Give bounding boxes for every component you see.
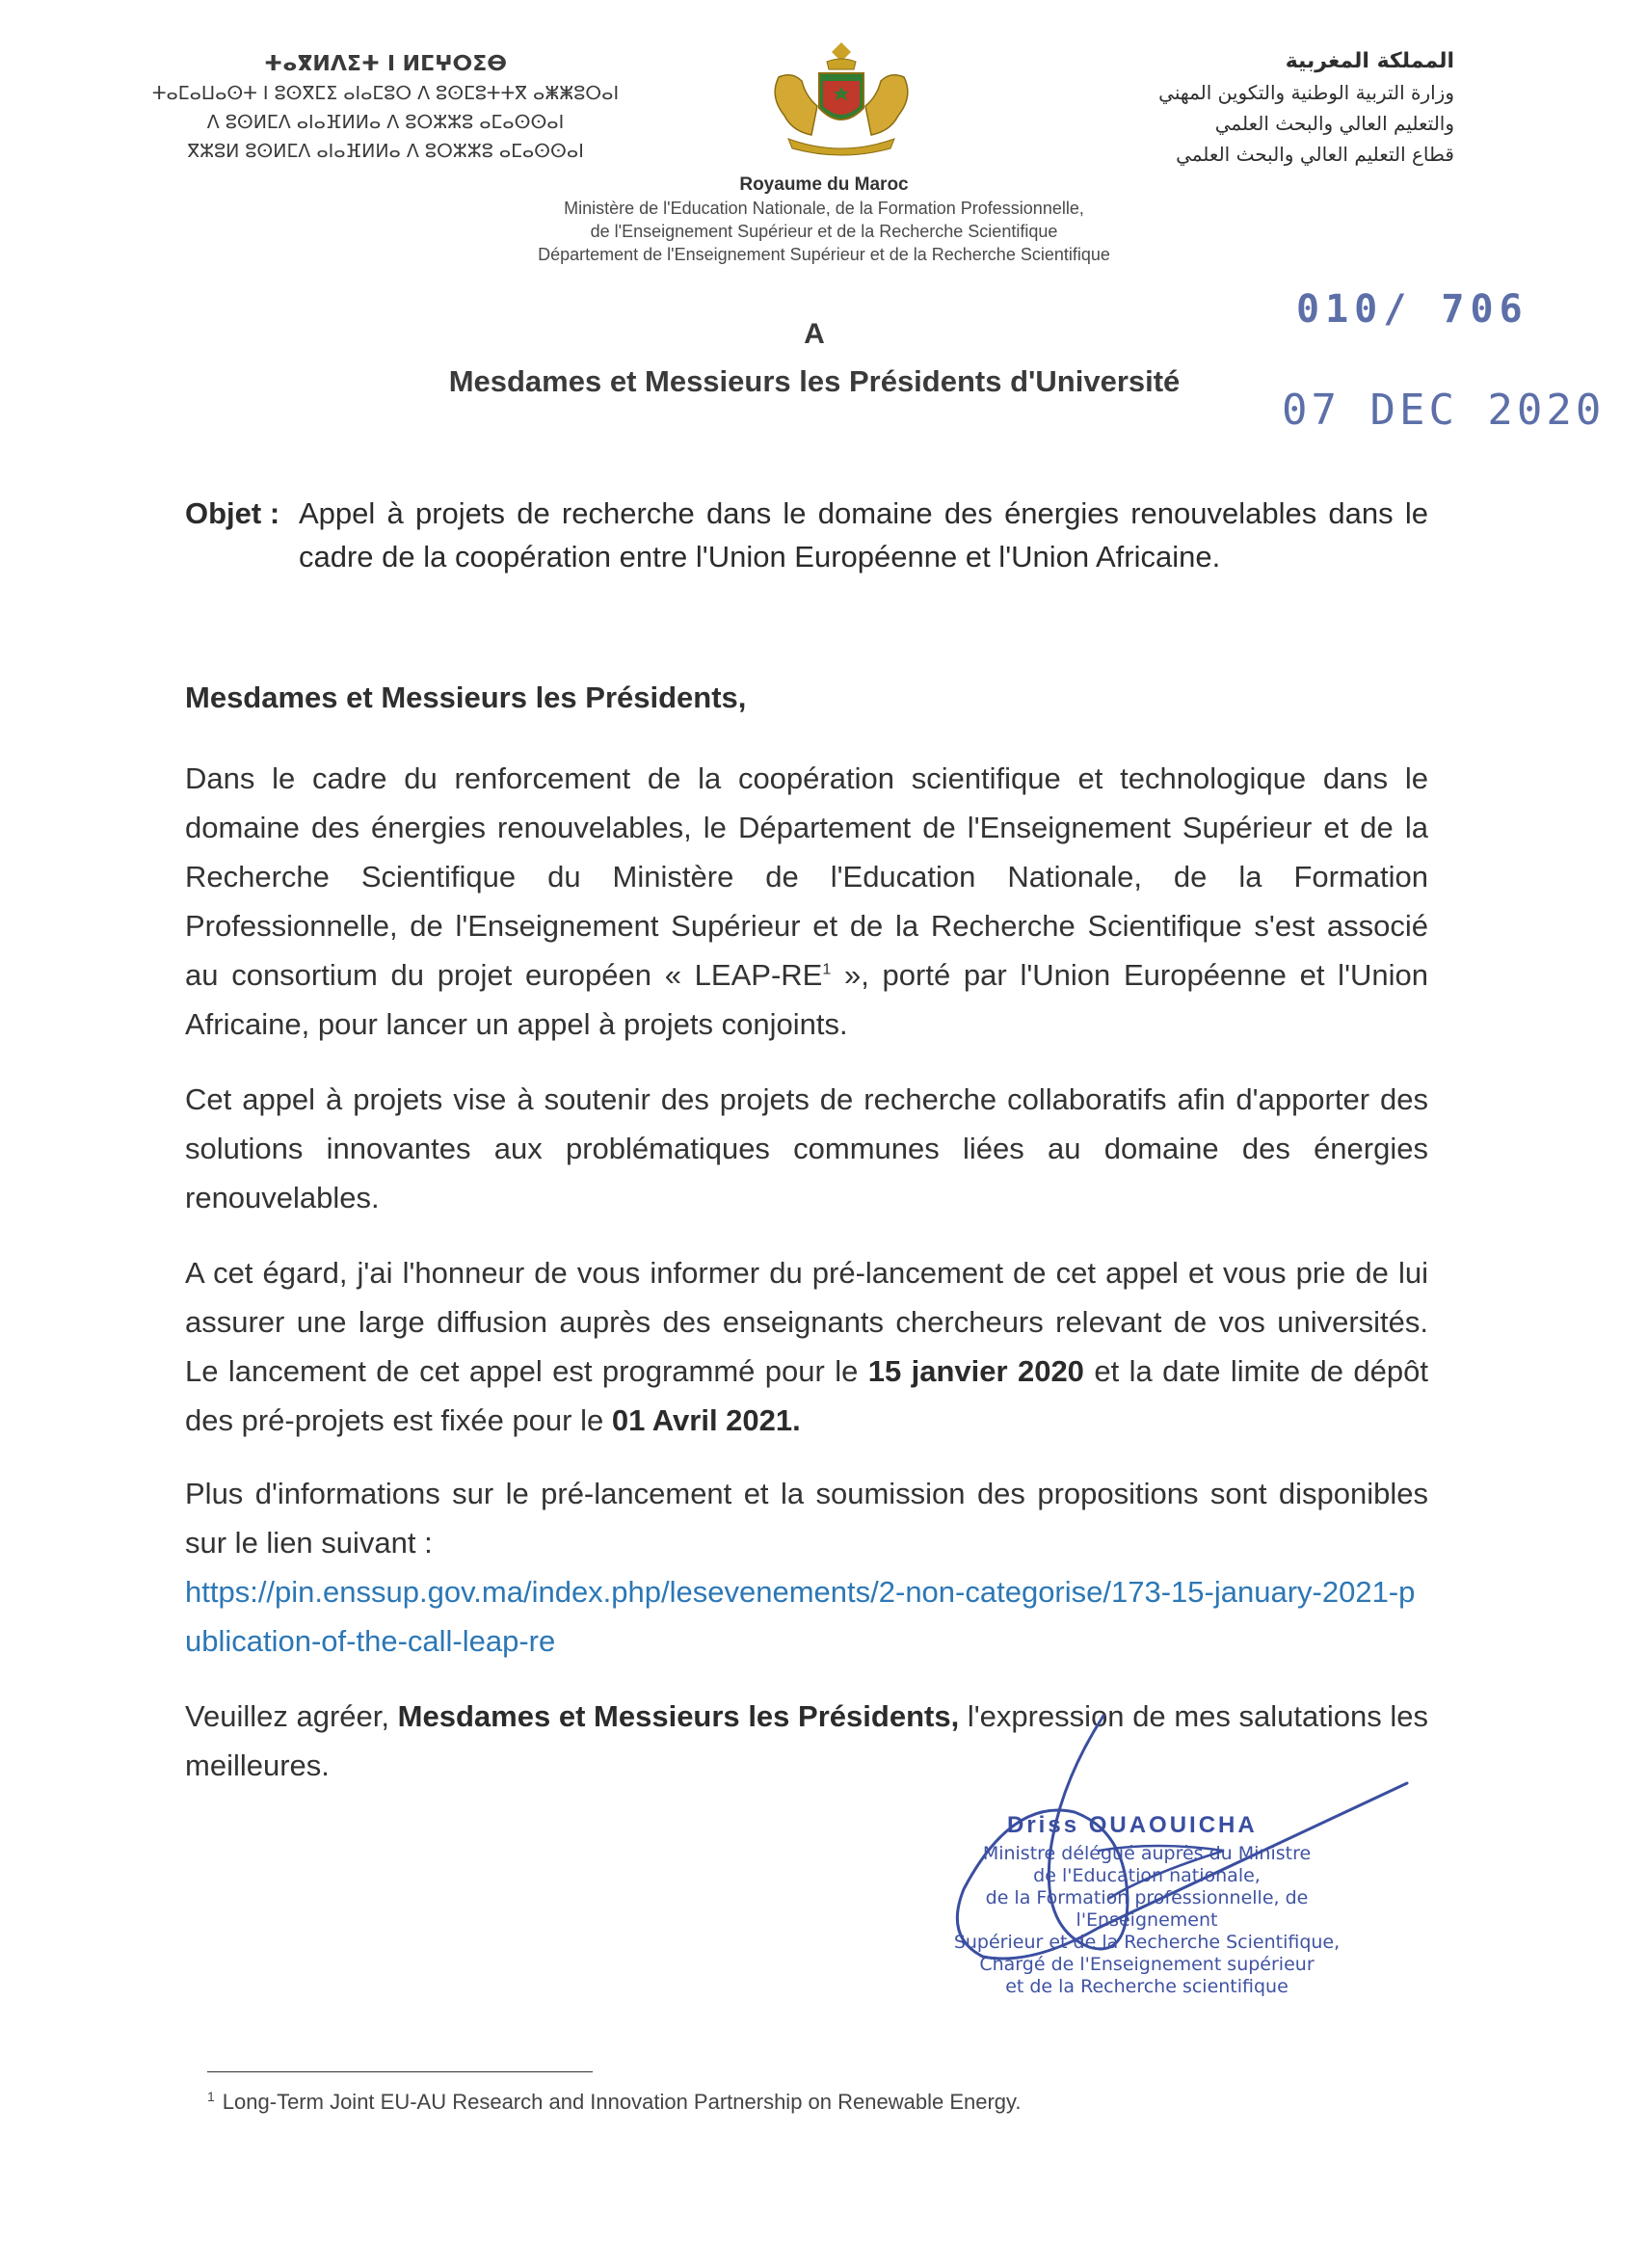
p3-text-middle: et la date limite de dépôt des pré-projets est fixée pour le (185, 1354, 1429, 1437)
ministry-line: Ministère de l'Education Nationale, de la Formation Professionnelle, (564, 199, 1084, 218)
object-label: Objet : (185, 496, 280, 530)
signatory-title-line: de la Formation professionnelle, de l'Enseignement (985, 1887, 1309, 1931)
deadline-date: 01 Avril 2021. (611, 1403, 801, 1437)
footnote-marker: 1 (207, 2088, 215, 2104)
p4-text: Plus d'informations sur le pré-lancement et la soumission des propositions sont disponibles sur le lien suivant : (185, 1477, 1428, 1560)
footnote (207, 2090, 1022, 2115)
tifinagh-line: ⴷ ⵓⵙⵍⵎⴷ ⴰⵏⴰⴼⵍⵍⴰ ⴷ ⵓⵔⵣⵣⵓ ⴰⵎⴰⵙⵙⴰⵏ (206, 112, 565, 133)
reference-stamp: 010/ 706 (1296, 287, 1528, 332)
footnote-divider (207, 2071, 593, 2072)
paragraph-3 (185, 1248, 1428, 1445)
closing-text-end: l'expression de mes salutations les meilleures. (185, 1699, 1428, 1782)
tifinagh-line: ⴳⵣⵓⵍ ⵓⵙⵍⵎⴷ ⴰⵏⴰⴼⵍⵍⴰ ⴷ ⵓⵔⵣⵣⵓ ⴰⵎⴰⵙⵙⴰⵏ (187, 141, 584, 162)
p1-text-end: », porté par l'Union Européenne et l'Union Africaine, pour lancer un appel à projets conjoints. (185, 958, 1428, 1041)
ministry-header (434, 173, 1214, 266)
info-link[interactable]: https://pin.enssup.gov.ma/index.php/lesevenements/2-non-categorise/173-15-january-2021-publication-of-the-call-leap-re (185, 1575, 1416, 1658)
signatory-title-line: Supérieur et de la Recherche Scientifique, (953, 1932, 1341, 1953)
addressee-to: A (804, 318, 825, 350)
footnote-ref: 1 (822, 961, 832, 978)
closing-recipients: Mesdames et Messieurs les Présidents, (397, 1699, 960, 1733)
p1-text: Dans le cadre du renforcement de la coopération scientifique et technologique dans le domaine des énergies renouvelables, le Département de l'Enseignement Supérieur et de la Recherche Scientifique du Ministère de l'Education Nationale, de la Formation Professionnelle, de l'Enseignement Supérieur et de la Recherche Scientifique s'est associé au consortium du projet européen « LEAP-RE (185, 761, 1428, 992)
signatory-name: Driss OUAOUICHA (1007, 1812, 1258, 1838)
paragraph-1 (185, 754, 1428, 1049)
object-section (185, 492, 1428, 578)
arabic-line: المملكة المغربية (1285, 49, 1454, 73)
coat-of-arms-icon (759, 39, 923, 164)
arabic-line: وزارة التربية الوطنية والتكوين المهني (1158, 81, 1454, 104)
salutation: Mesdames et Messieurs les Présidents, (185, 680, 747, 714)
footnote-text: Long-Term Joint EU-AU Research and Innovation Partnership on Renewable Energy. (222, 2090, 1022, 2114)
date-stamp: 07 DEC 2020 (1282, 386, 1606, 435)
ministry-line: Département de l'Enseignement Supérieur et de la Recherche Scientifique (538, 245, 1110, 264)
ministry-line: de l'Enseignement Supérieur et de la Recherche Scientifique (590, 222, 1058, 241)
signatory-title (916, 1843, 1378, 1998)
signatory-title-line: Chargé de l'Enseignement supérieur (979, 1954, 1315, 1975)
object-text: Appel à projets de recherche dans le domaine des énergies renouvelables dans le cadre de la coopération entre l'Union Européenne et l'Union Africaine. (299, 496, 1428, 574)
signatory-title-line: de l'Education nationale, (1033, 1865, 1261, 1886)
paragraph-4 (185, 1469, 1428, 1666)
signatory-title-line: Ministre délégué auprès du Ministre (982, 1843, 1312, 1864)
tifinagh-line: ⵜⴰⴳⵍⴷⵉⵜ ⵏ ⵍⵎⵖⵔⵉⴱ (263, 52, 507, 76)
kingdom-title: Royaume du Maroc (739, 174, 909, 195)
tifinagh-letterhead (116, 50, 655, 166)
launch-date: 15 janvier 2020 (867, 1354, 1084, 1388)
arabic-line: والتعليم العالي والبحث العلمي (1214, 112, 1454, 135)
addressee-title: Mesdames et Messieurs les Présidents d'Université (448, 364, 1181, 398)
p3-text: A cet égard, j'ai l'honneur de vous informer du pré-lancement de cet appel et vous prie de lui assurer une large diffusion auprès des enseignants chercheurs relevant de vos universités. Le lancement de cet appel est programmé pour le (185, 1256, 1428, 1388)
closing-text: Veuillez agréer, (185, 1699, 398, 1733)
tifinagh-line: ⵜⴰⵎⴰⵡⴰⵙⵜ ⵏ ⵓⵙⴳⵎⵉ ⴰⵏⴰⵎⵓⵔ ⴷ ⵓⵙⵎⵓⵜⵜⴳ ⴰⵥⵥⵓⵔⴰⵏ (151, 83, 620, 104)
paragraph-2: Cet appel à projets vise à soutenir des projets de recherche collaboratifs afin d'apporter des solutions innovantes aux problématiques communes liées au domaine des énergies renouvelables. (185, 1082, 1428, 1214)
arabic-letterhead (1030, 46, 1454, 170)
arabic-line: قطاع التعليم العالي والبحث العلمي (1176, 143, 1454, 166)
signatory-title-line: et de la Recherche scientifique (1005, 1976, 1288, 1997)
